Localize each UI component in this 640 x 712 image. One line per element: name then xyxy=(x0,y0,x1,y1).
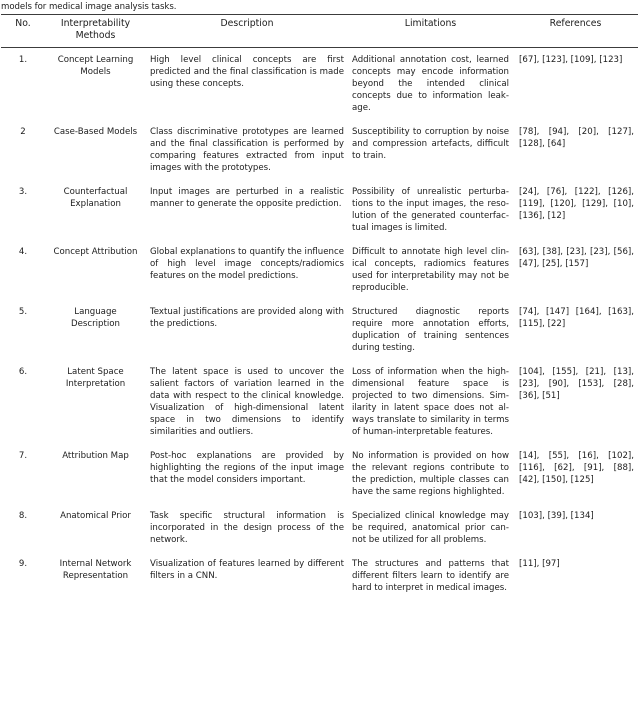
row-method: Latent Space Interpretation xyxy=(65,366,126,389)
row-references: [103], [39], [134] xyxy=(519,510,594,521)
column-header-method: Interpretability Methods xyxy=(60,18,131,42)
row-number: 6. xyxy=(18,366,28,377)
row-references: [78], [94], [20], [127], [128], [64] xyxy=(519,126,634,149)
row-limitations: Specialized clinical knowledge may be required, anatomical prior cannot be utilized for all problems. xyxy=(352,510,509,545)
row-limitations: The structures and patterns that different filters learn to identify are hard to interpret in medical images. xyxy=(352,558,509,593)
table-row xyxy=(1,47,638,120)
row-references: [14], [55], [16], [102], [116], [62], [91], [88], [42], [150], [125] xyxy=(519,450,634,485)
row-number: 4. xyxy=(18,246,28,257)
table-body xyxy=(1,47,638,600)
row-description: High level clinical concepts are first predicted and the final classification is made using these concepts. xyxy=(150,54,344,89)
row-limitations: Structured diagnostic reports require more annotation efforts, duplication of training sentences during testing. xyxy=(352,306,509,353)
row-limitations: Possibility of unrealistic perturbations to the input images, the resolution of the generated counterfactual images is limited. xyxy=(352,186,509,233)
row-method: Anatomical Prior xyxy=(60,510,131,521)
column-header-no: No. xyxy=(15,18,31,29)
row-method: Language Description xyxy=(71,306,120,329)
row-method: Case-Based Models xyxy=(53,126,138,137)
row-limitations: No information is provided on how the relevant regions contribute to the prediction, multiple classes can have the same regions highlighted. xyxy=(352,450,509,497)
table-row xyxy=(1,552,638,600)
table-header xyxy=(1,15,638,48)
column-header-limitations: Limitations xyxy=(404,18,457,29)
row-number: 3. xyxy=(18,186,28,197)
row-method: Concept Attribution xyxy=(53,246,138,257)
row-method: Concept Learning Models xyxy=(57,54,134,77)
table-row xyxy=(1,360,638,444)
table-row xyxy=(1,180,638,240)
column-header-references: References xyxy=(549,18,602,29)
row-references: [67], [123], [109], [123] xyxy=(519,54,623,65)
row-number: 2 xyxy=(20,126,26,137)
row-description: Visualization of features learned by different filters in a CNN. xyxy=(150,558,344,581)
row-references: [63], [38], [23], [23], [56], [47], [25], [157] xyxy=(519,246,634,269)
row-description: Global explanations to quantify the influence of high level image concepts/radiomics features on the model predictions. xyxy=(150,246,344,281)
row-description: Input images are perturbed in a realistic manner to generate the opposite prediction. xyxy=(150,186,344,209)
table-row xyxy=(1,504,638,552)
row-references: [74], [147] [164], [163], [115], [22] xyxy=(519,306,634,329)
row-description: Class discriminative prototypes are learned and the final classification is performed by comparing features extracted from input images with the prototypes. xyxy=(150,126,344,173)
row-limitations: Susceptibility to corruption by noise and compression artefacts, difficult to train. xyxy=(352,126,509,161)
row-references: [24], [76], [122], [126], [119], [120], [129], [10], [136], [12] xyxy=(519,186,634,221)
row-limitations: Additional annotation cost, learned concepts may encode information beyond the intended clinical concepts due to information leakage. xyxy=(352,54,509,113)
table-row xyxy=(1,240,638,300)
row-method: Counterfactual Explanation xyxy=(63,186,128,209)
row-limitations: Difficult to annotate high level clinical concepts, radiomics features used for interpretability may not be reproducible. xyxy=(352,246,509,293)
table-row xyxy=(1,300,638,360)
row-limitations: Loss of information when the high-dimensional feature space is projected to two dimensions. Similarity in latent space does not always translate to similarity in terms of human-interpretable features. xyxy=(352,366,509,437)
row-method: Attribution Map xyxy=(62,450,129,461)
interpretability-methods-table xyxy=(1,14,638,600)
row-references: [104], [155], [21], [13], [23], [90], [153], [28], [36], [51] xyxy=(519,366,634,401)
row-number: 1. xyxy=(18,54,28,65)
table-row xyxy=(1,444,638,504)
row-number: 9. xyxy=(18,558,28,569)
row-references: [11], [97] xyxy=(519,558,560,569)
table-header-row xyxy=(1,15,638,48)
row-number: 8. xyxy=(18,510,28,521)
row-number: 5. xyxy=(18,306,28,317)
row-number: 7. xyxy=(18,450,28,461)
row-description: The latent space is used to uncover the salient factors of variation learned in the data with respect to the clinical knowledge. Visualization of high-dimensional latent space in two dimensions to identify similarities and outliers. xyxy=(150,366,344,437)
column-header-description: Description xyxy=(220,18,274,29)
row-description: Task specific structural information is incorporated in the design process of the network. xyxy=(150,510,344,545)
row-description: Post-hoc explanations are provided by highlighting the regions of the input image that the model considers important. xyxy=(150,450,344,485)
row-method: Internal Network Representation xyxy=(59,558,132,581)
row-description: Textual justifications are provided along with the predictions. xyxy=(150,306,344,329)
table-row xyxy=(1,120,638,180)
table-caption: models for medical image analysis tasks. xyxy=(1,2,177,12)
